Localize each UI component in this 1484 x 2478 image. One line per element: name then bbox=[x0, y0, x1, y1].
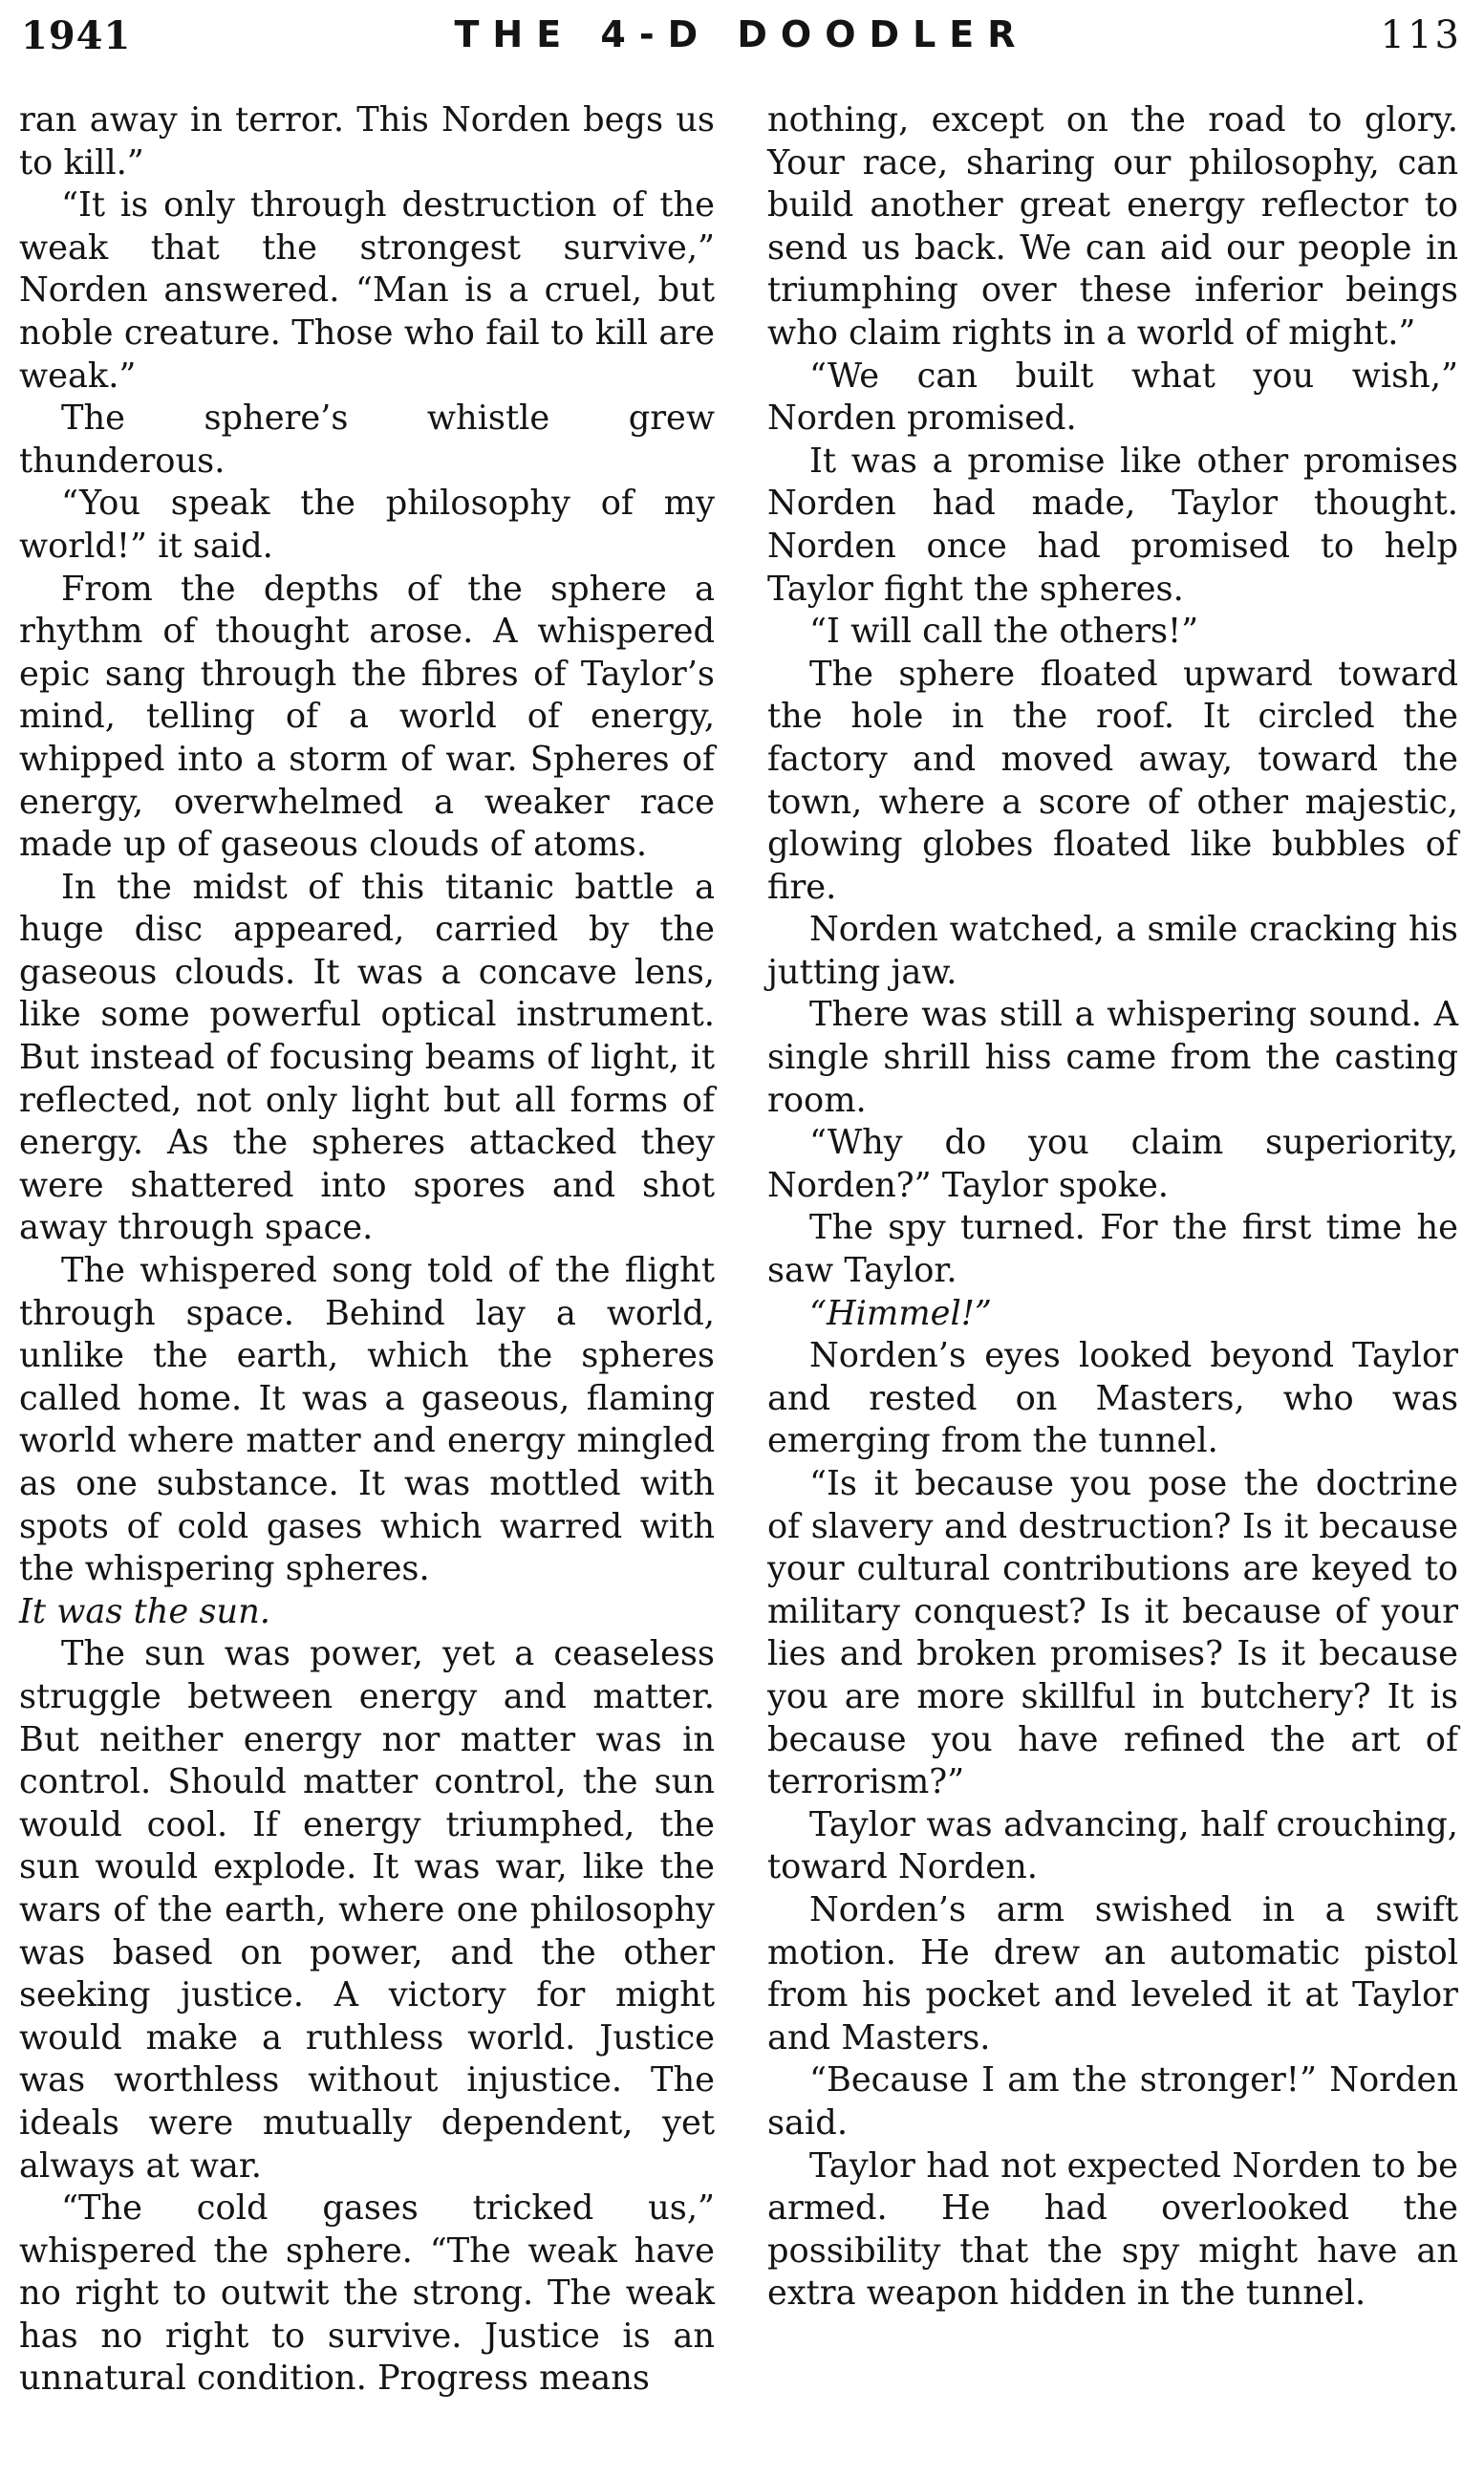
paragraph: In the midst of this titanic battle a huge disc appeared, carried by the gaseous clouds. It was a concave lens, like some powerful optical instrument. But instead of focusing beams of light, it reflected, not only light but all forms of energy. As the spheres attacked they were shattered into spores and shot away through space. bbox=[19, 867, 715, 1248]
right-column bbox=[767, 99, 1458, 2316]
paragraph: The whispered song told of the flight through space. Behind lay a world, unlike the earth, which the spheres called home. It was a gaseous, flaming world where matter and energy mingled as one substance. It was mottled with spots of cold gases which warred with the whispering spheres. bbox=[19, 1251, 715, 1589]
paragraph: The sphere’s whistle grew thunderous. bbox=[19, 399, 715, 481]
page-number: 113 bbox=[1380, 13, 1462, 57]
header-year: 1941 bbox=[21, 13, 132, 58]
paragraph: Norden watched, a smile cracking his jutting jaw. bbox=[767, 910, 1458, 992]
paragraph: “Because I am the stronger!” Norden said. bbox=[767, 2060, 1458, 2143]
magazine-title: THE 4-D DOODLER bbox=[454, 13, 1029, 55]
italic-paragraph bbox=[767, 1293, 1458, 1336]
paragraph: From the depths of the sphere a rhythm of thought arose. A whispered epic sang through the fibres of Taylor’s mind, telling of a world of energy, whipped into a storm of war. Spheres of energy, overwhelmed a weaker race made up of gaseous clouds of atoms. bbox=[19, 569, 715, 865]
paragraph: The spy turned. For the first time he saw Taylor. bbox=[767, 1208, 1458, 1291]
paragraph: “I will call the others!” bbox=[809, 612, 1199, 652]
paragraph: Taylor was advancing, half crouching, toward Norden. bbox=[767, 1804, 1458, 1887]
paragraph: Norden’s arm swished in a swift motion. He drew an automatic pistol from his pocket and leveled it at Taylor and Masters. bbox=[767, 1889, 1458, 2058]
paragraph: It was a promise like other promises Norden had made, Taylor thought. Norden once had promised to help Taylor fight the spheres. bbox=[767, 441, 1458, 609]
paragraph: “It is only through destruction of the weak that the strongest survive,” Norden answered. “Man is a cruel, but noble creature. Those who fail to kill are weak.” bbox=[19, 185, 715, 396]
paragraph: The sun was power, yet a ceaseless struggle between energy and matter. But neither energy nor matter was in control. Should matter control, the sun would cool. If energy triumphed, the sun would explode. It was war, like the wars of the earth, where one philosophy was based on power, and the other seeking justice. A victory for might would make a ruthless world. Justice was worthless without injustice. The ideals were mutually dependent, yet always at war. bbox=[19, 1634, 715, 2186]
paragraph: “Why do you claim superiority, Norden?” Taylor spoke. bbox=[767, 1123, 1458, 1205]
paragraph: There was still a whispering sound. A single shrill hiss came from the casting room. bbox=[767, 995, 1458, 1120]
italic-line bbox=[19, 1591, 715, 1634]
page-header bbox=[21, 13, 1462, 61]
paragraph: The sphere floated upward toward the hole in the roof. It circled the factory and moved away, toward the town, where a score of other majestic, glowing globes floated like bubbles of fire. bbox=[767, 654, 1458, 907]
paragraph: “Is it because you pose the doctrine of slavery and destruction? Is it because your cultural contributions are keyed to military conquest? Is it because of your lies and broken promises? Is it because you are more skillful in butchery? It is because you have refined the art of terrorism?” bbox=[767, 1464, 1458, 1802]
paragraph: ran away in terror. This Norden begs us to kill.” bbox=[19, 100, 715, 183]
paragraph: Norden’s eyes looked beyond Taylor and rested on Masters, who was emerging from the tunnel. bbox=[767, 1336, 1458, 1461]
italic-text: It was the sun. bbox=[19, 1591, 270, 1631]
left-column bbox=[19, 99, 715, 2401]
italic-text: “Himmel!” bbox=[809, 1293, 992, 1333]
paragraph: “The cold gases tricked us,” whispered the sphere. “The weak have no right to outwit the strong. The weak has no right to survive. Justice is an unnatural condition. Progress means bbox=[19, 2188, 715, 2399]
paragraph: “You speak the philosophy of my world!” it said. bbox=[19, 484, 715, 566]
paragraph: nothing, except on the road to glory. Your race, sharing our philosophy, can build another great energy reflector to send us back. We can aid our people in triumphing over these inferior beings who claim rights in a world of might.” bbox=[767, 100, 1458, 353]
paragraph: “We can built what you wish,” Norden promised. bbox=[767, 356, 1458, 439]
paragraph: Taylor had not expected Norden to be armed. He had overlooked the possibility that the spy might have an extra weapon hidden in the tunnel. bbox=[767, 2145, 1458, 2314]
